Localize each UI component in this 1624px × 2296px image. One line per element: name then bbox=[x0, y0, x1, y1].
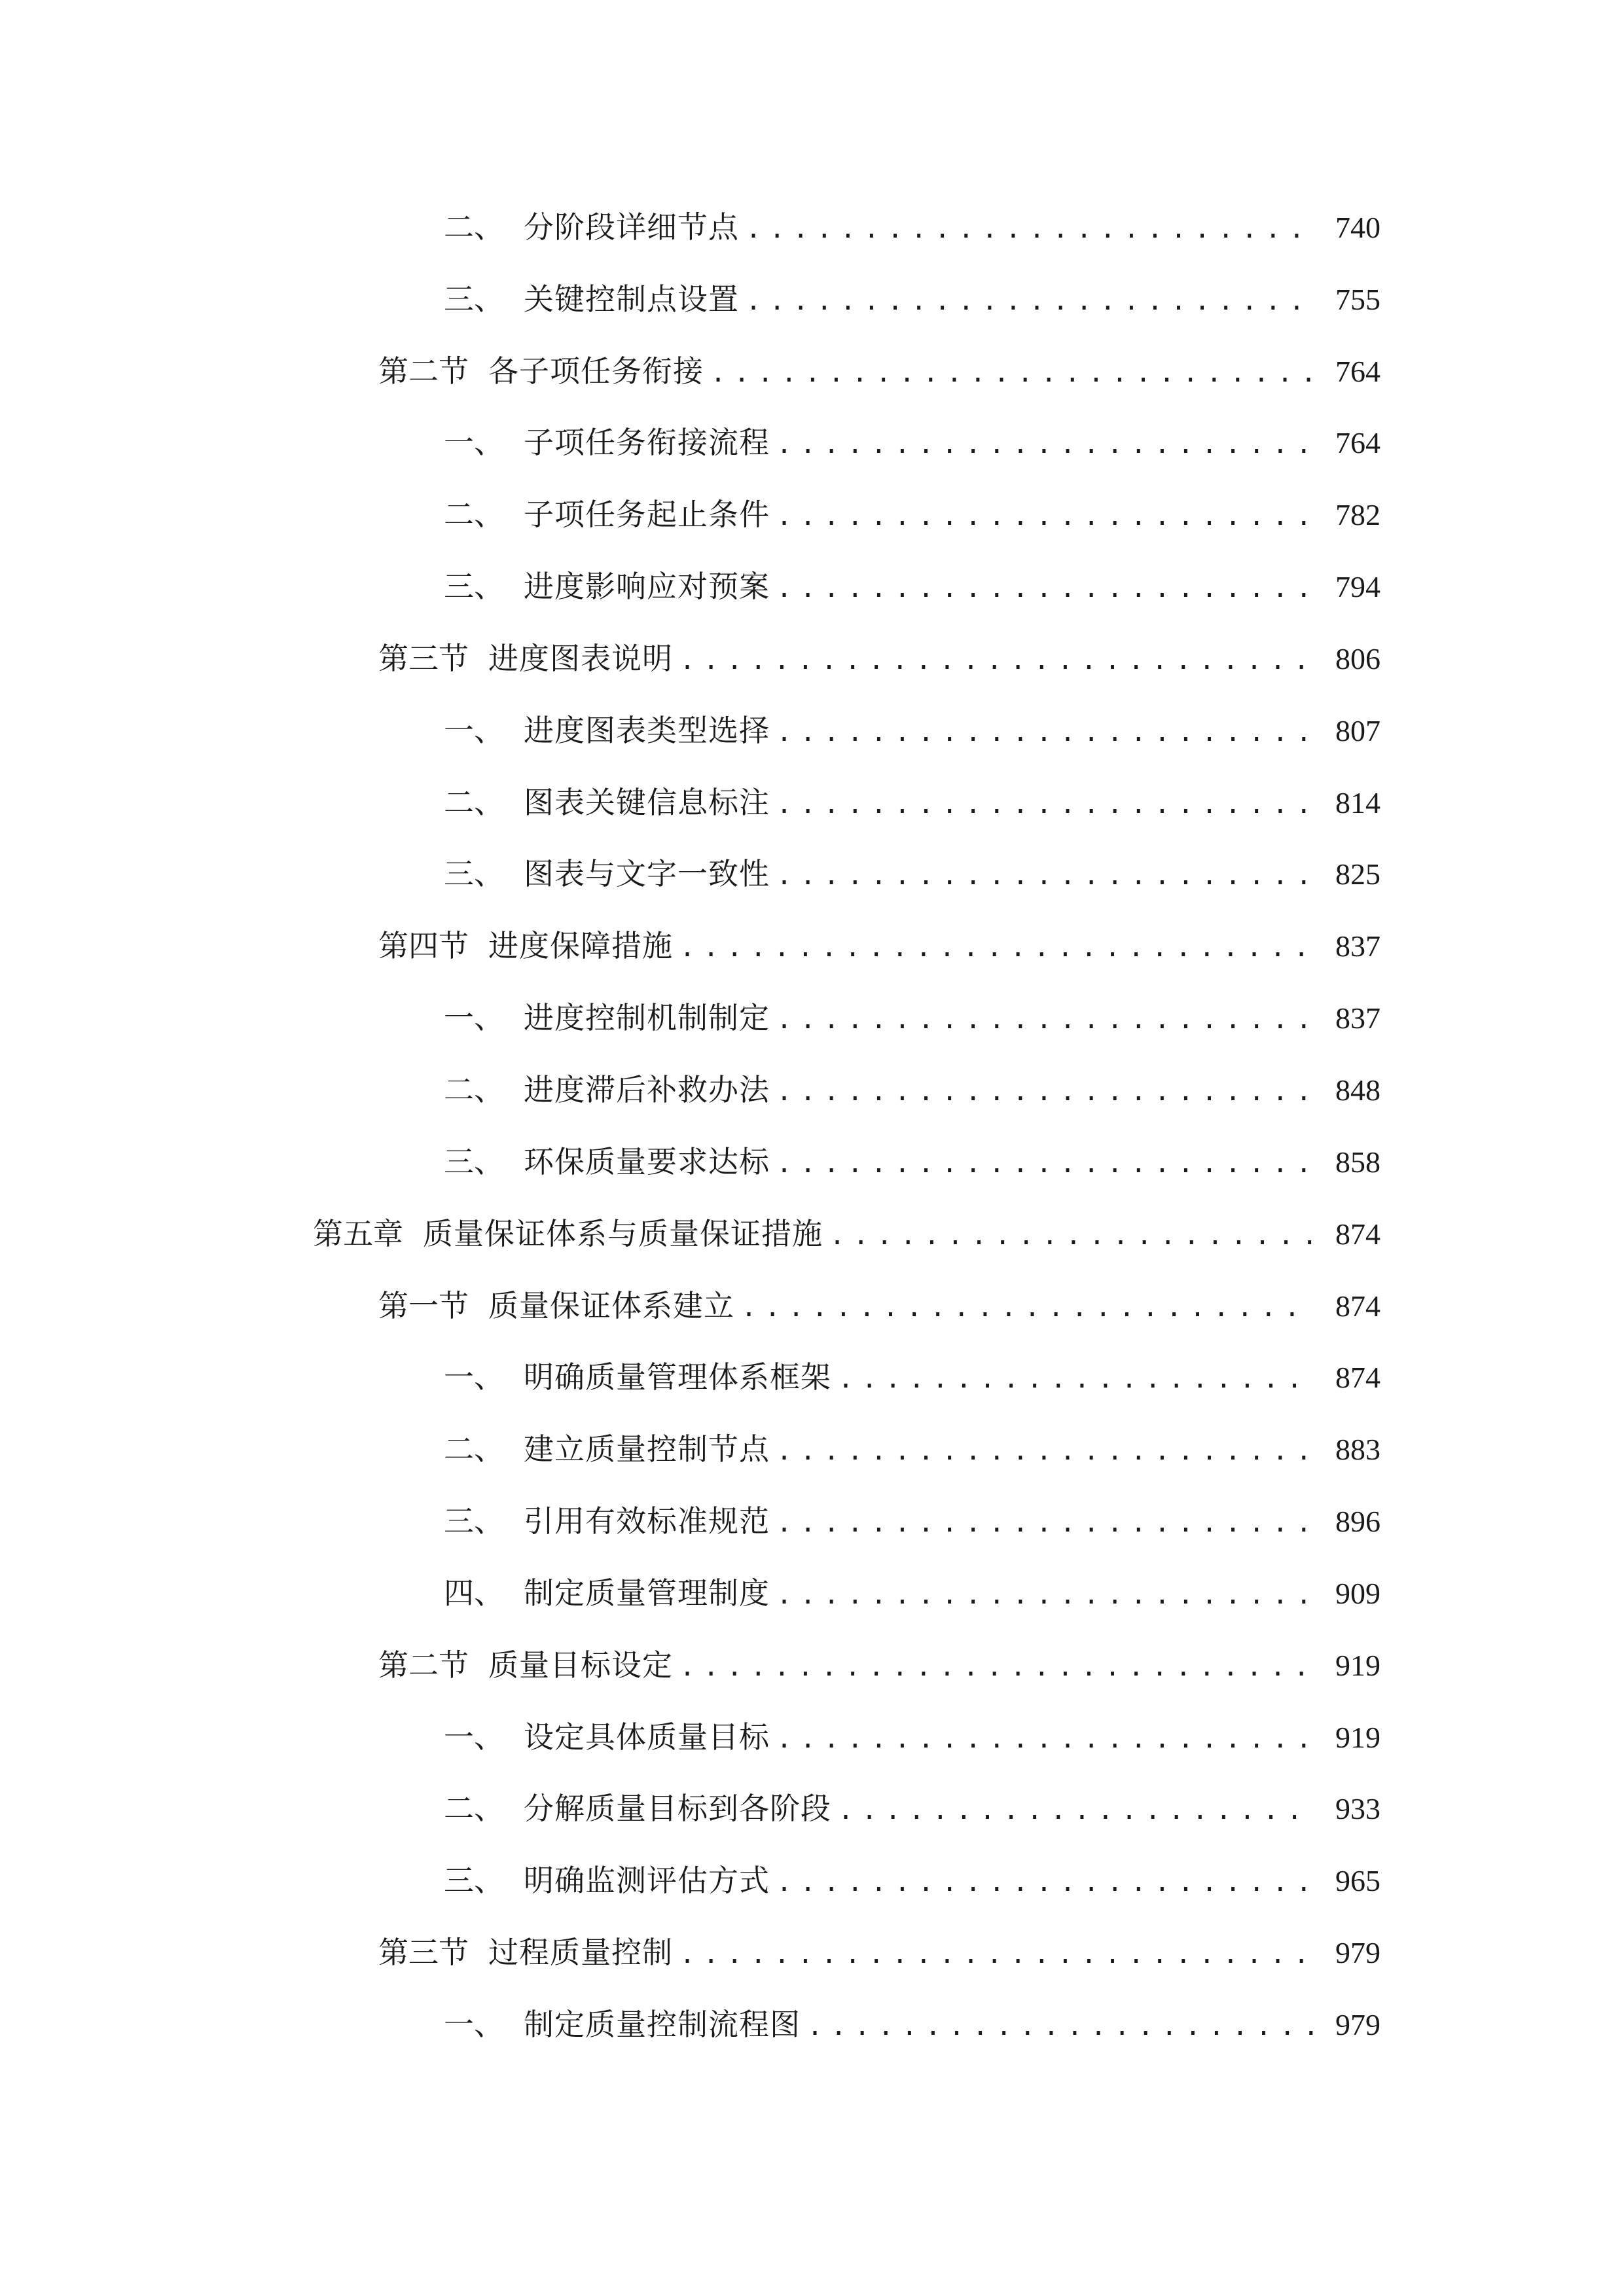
entry-title: 进度影响应对预案 bbox=[524, 569, 770, 604]
entry-title: 进度图表类型选择 bbox=[524, 713, 770, 748]
entry-title: 质量保证体系建立 bbox=[488, 1288, 734, 1323]
toc-entry bbox=[444, 1782, 1380, 1835]
entry-page-number: 794 bbox=[1335, 570, 1380, 603]
entry-number: 一、 bbox=[444, 1000, 504, 1035]
dot-leader bbox=[776, 706, 1314, 759]
entry-title: 进度控制机制制定 bbox=[524, 1000, 770, 1035]
entry-page-number: 965 bbox=[1335, 1864, 1380, 1897]
dot-leader bbox=[776, 1138, 1314, 1190]
entry-number: 一、 bbox=[444, 713, 504, 748]
entry-number: 第三节 bbox=[378, 641, 469, 676]
entry-page-number: 764 bbox=[1335, 426, 1380, 459]
entry-title: 图表与文字一致性 bbox=[524, 856, 770, 891]
toc-entry bbox=[444, 1064, 1380, 1116]
toc-entry bbox=[378, 920, 1380, 972]
dot-leader bbox=[776, 562, 1314, 615]
entry-title: 进度滞后补救办法 bbox=[524, 1072, 770, 1107]
toc-entry bbox=[444, 848, 1380, 900]
dot-leader bbox=[741, 1282, 1314, 1334]
entry-page-number: 807 bbox=[1335, 714, 1380, 747]
entry-number: 二、 bbox=[444, 209, 504, 245]
toc-entry bbox=[444, 1998, 1380, 2051]
entry-number: 三、 bbox=[444, 1503, 504, 1539]
toc-entry bbox=[444, 992, 1380, 1044]
entry-page-number: 837 bbox=[1335, 1001, 1380, 1035]
dot-leader bbox=[679, 634, 1314, 687]
toc-entry bbox=[444, 704, 1380, 757]
toc-entry bbox=[378, 632, 1380, 685]
toc-entry bbox=[444, 201, 1380, 253]
entry-number: 一、 bbox=[444, 2007, 504, 2042]
dot-leader bbox=[838, 1784, 1314, 1837]
toc-entry bbox=[444, 1136, 1380, 1188]
entry-number: 三、 bbox=[444, 1144, 504, 1179]
dot-leader bbox=[776, 850, 1314, 902]
entry-number: 一、 bbox=[444, 425, 504, 460]
entry-page-number: 909 bbox=[1335, 1577, 1380, 1610]
entry-title: 分解质量目标到各阶段 bbox=[524, 1791, 831, 1826]
entry-number: 三、 bbox=[444, 856, 504, 891]
entry-number: 第一节 bbox=[378, 1288, 469, 1323]
entry-page-number: 837 bbox=[1335, 929, 1380, 963]
toc-entry bbox=[378, 345, 1380, 397]
entry-title: 明确质量管理体系框架 bbox=[524, 1359, 831, 1395]
entry-number: 第五章 bbox=[313, 1216, 403, 1251]
dot-leader bbox=[776, 1569, 1314, 1621]
entry-number: 三、 bbox=[444, 1863, 504, 1898]
dot-leader bbox=[679, 922, 1314, 974]
toc-entry bbox=[444, 1567, 1380, 1619]
toc-entry bbox=[444, 1495, 1380, 1547]
dot-leader bbox=[776, 1856, 1314, 1909]
entry-title: 过程质量控制 bbox=[488, 1935, 673, 1970]
entry-page-number: 919 bbox=[1335, 1721, 1380, 1754]
dot-leader bbox=[776, 994, 1314, 1046]
entry-title: 分阶段详细节点 bbox=[524, 209, 739, 245]
dot-leader bbox=[776, 418, 1314, 471]
toc-entry bbox=[444, 273, 1380, 325]
entry-number: 三、 bbox=[444, 281, 504, 317]
entry-title: 制定质量管理制度 bbox=[524, 1575, 770, 1611]
toc-entry bbox=[444, 1854, 1380, 1907]
entry-number: 二、 bbox=[444, 1431, 504, 1467]
dot-leader bbox=[776, 1497, 1314, 1549]
entry-page-number: 979 bbox=[1335, 1936, 1380, 1969]
toc-entry bbox=[378, 1926, 1380, 1979]
entry-title: 制定质量控制流程图 bbox=[524, 2007, 801, 2042]
entry-title: 建立质量控制节点 bbox=[524, 1431, 770, 1467]
toc-entry bbox=[378, 1639, 1380, 1691]
entry-page-number: 782 bbox=[1335, 498, 1380, 531]
entry-title: 图表关键信息标注 bbox=[524, 785, 770, 820]
dot-leader bbox=[746, 275, 1314, 327]
entry-number: 四、 bbox=[444, 1575, 504, 1611]
toc-entry bbox=[313, 1208, 1380, 1260]
entry-number: 第二节 bbox=[378, 1647, 469, 1683]
toc-entry bbox=[444, 560, 1380, 613]
entry-number: 一、 bbox=[444, 1359, 504, 1395]
entry-number: 三、 bbox=[444, 569, 504, 604]
entry-number: 二、 bbox=[444, 785, 504, 820]
entry-number: 第二节 bbox=[378, 353, 469, 389]
entry-page-number: 848 bbox=[1335, 1073, 1380, 1107]
entry-title: 明确监测评估方式 bbox=[524, 1863, 770, 1898]
dot-leader bbox=[807, 2000, 1314, 2053]
entry-page-number: 874 bbox=[1335, 1361, 1380, 1394]
entry-page-number: 874 bbox=[1335, 1217, 1380, 1251]
entry-page-number: 740 bbox=[1335, 211, 1380, 244]
entry-page-number: 858 bbox=[1335, 1145, 1380, 1179]
entry-page-number: 825 bbox=[1335, 857, 1380, 891]
entry-page-number: 806 bbox=[1335, 642, 1380, 675]
toc-entry bbox=[378, 1280, 1380, 1332]
entry-page-number: 919 bbox=[1335, 1649, 1380, 1682]
entry-page-number: 755 bbox=[1335, 283, 1380, 316]
entry-title: 设定具体质量目标 bbox=[524, 1719, 770, 1755]
entry-number: 二、 bbox=[444, 1072, 504, 1107]
dot-leader bbox=[776, 1425, 1314, 1477]
entry-title: 环保质量要求达标 bbox=[524, 1144, 770, 1179]
entry-title: 进度保障措施 bbox=[488, 928, 673, 963]
entry-page-number: 933 bbox=[1335, 1792, 1380, 1825]
dot-leader bbox=[838, 1353, 1314, 1405]
toc-entry bbox=[444, 1423, 1380, 1475]
entry-title: 子项任务起止条件 bbox=[524, 497, 770, 532]
toc-entry bbox=[444, 776, 1380, 829]
entry-page-number: 764 bbox=[1335, 355, 1380, 388]
entry-title: 各子项任务衔接 bbox=[488, 353, 704, 389]
dot-leader bbox=[776, 490, 1314, 543]
entry-number: 第四节 bbox=[378, 928, 469, 963]
toc-entry bbox=[444, 1711, 1380, 1763]
toc-entry bbox=[444, 1351, 1380, 1403]
dot-leader bbox=[776, 778, 1314, 831]
entry-title: 子项任务衔接流程 bbox=[524, 425, 770, 460]
entry-page-number: 814 bbox=[1335, 786, 1380, 819]
entry-number: 二、 bbox=[444, 497, 504, 532]
entry-title: 引用有效标准规范 bbox=[524, 1503, 770, 1539]
entry-number: 第三节 bbox=[378, 1935, 469, 1970]
dot-leader bbox=[776, 1713, 1314, 1765]
dot-leader bbox=[776, 1066, 1314, 1118]
dot-leader bbox=[829, 1210, 1314, 1262]
entry-number: 二、 bbox=[444, 1791, 504, 1826]
entry-page-number: 896 bbox=[1335, 1505, 1380, 1538]
entry-page-number: 883 bbox=[1335, 1433, 1380, 1466]
toc-entry bbox=[444, 416, 1380, 469]
dot-leader bbox=[746, 203, 1314, 255]
entry-page-number: 979 bbox=[1335, 2008, 1380, 2041]
toc-entry bbox=[444, 488, 1380, 541]
entry-title: 进度图表说明 bbox=[488, 641, 673, 676]
dot-leader bbox=[679, 1928, 1314, 1981]
entry-page-number: 874 bbox=[1335, 1289, 1380, 1323]
entry-title: 质量保证体系与质量保证措施 bbox=[423, 1216, 823, 1251]
entry-number: 一、 bbox=[444, 1719, 504, 1755]
entry-title: 质量目标设定 bbox=[488, 1647, 673, 1683]
dot-leader bbox=[679, 1641, 1314, 1693]
entry-title: 关键控制点设置 bbox=[524, 281, 739, 317]
dot-leader bbox=[710, 347, 1314, 399]
